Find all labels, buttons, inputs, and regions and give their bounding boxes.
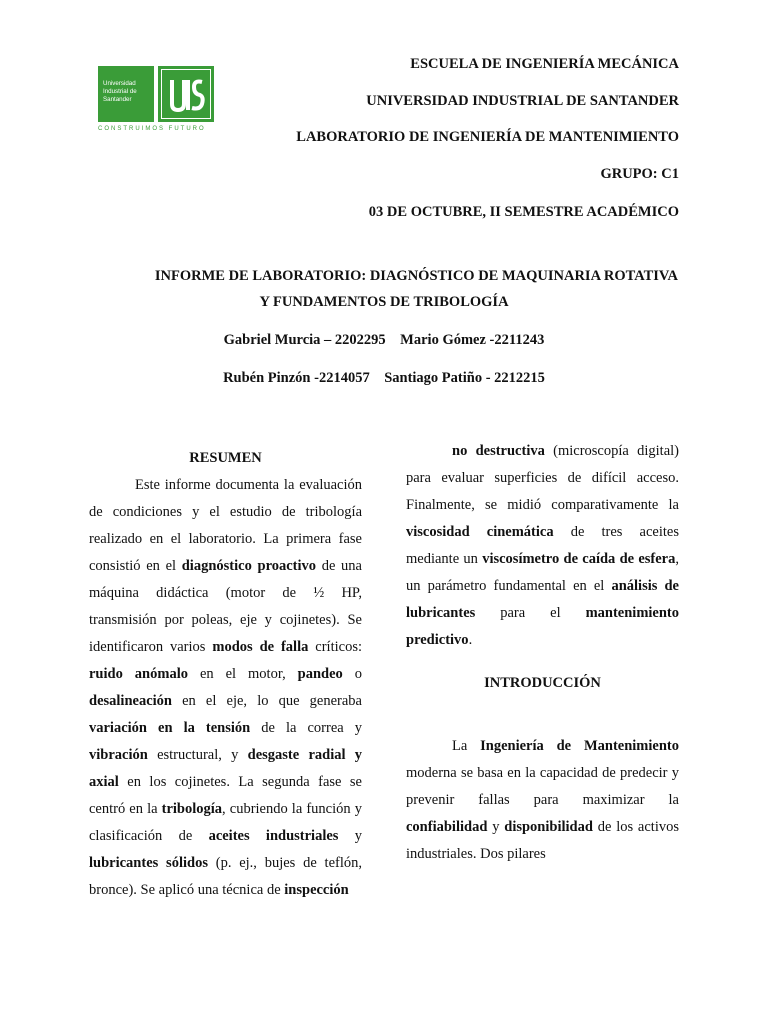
- introduction-paragraph: La Ingeniería de Mantenimiento moderna se basa en la capacidad de predecir y prevenir fallas para maximizar la confiabilidad y disponibilidad de los activos industriales. Dos pilares: [406, 738, 680, 862]
- logo-line1: Universidad: [103, 80, 136, 87]
- authors-line2: Rubén Pinzón -2214057 Santiago Patiño - 2212215: [223, 370, 545, 386]
- university-logo: [98, 66, 216, 134]
- report-title-line2: Y FUNDAMENTOS DE TRIBOLOGÍA: [259, 294, 509, 310]
- logo-tagline: CONSTRUIMOS FUTURO: [98, 126, 206, 132]
- abstract-continuation: no destructiva (microscopía digital) para evaluar superficies de difícil acceso. Finalmente, se midió comparativamente la viscosidad cinemática de tres aceites mediante un viscosímetro de caída de esfera, un parámetro fundamental en el análisis de lubricantes para el mantenimiento predictivo.: [406, 443, 679, 648]
- logo-line2: Industrial de: [103, 88, 137, 95]
- abstract-column: [89, 445, 362, 904]
- university-name: UNIVERSIDAD INDUSTRIAL DE SANTANDER: [366, 93, 679, 109]
- school-name: ESCUELA DE INGENIERÍA MECÁNICA: [410, 56, 679, 72]
- date-label: 03 DE OCTUBRE, II SEMESTRE ACADÉMICO: [368, 204, 679, 220]
- report-title-line1: INFORME DE LABORATORIO: DIAGNÓSTICO DE MAQUINARIA ROTATIVA: [154, 268, 678, 284]
- right-column: [406, 438, 679, 868]
- report-title: [90, 263, 678, 315]
- group-label: GRUPO: C1: [600, 166, 679, 182]
- abstract-paragraph: Este informe documenta la evaluación de condiciones y el estudio de tribología realizado en el laboratorio. La primera fase consistió en el diagnóstico proactivo de una máquina didáctica (motor de ½ HP, transmisión por poleas, eje y cojinetes). Se identificaron varios modos de falla críticos: ruido anómalo en el motor, pandeo o desalineación en el eje, lo que generaba variación en la tensión de la correa y vibración estructural, y desgaste radial y axial en los cojinetes. La segunda fase se centró en la tribología, cubriendo la función y clasificación de aceites industriales y lubricantes sólidos (p. ej., bujes de teflón, bronce). Se aplicó una técnica de inspección: [89, 477, 363, 898]
- authors-line1: Gabriel Murcia – 2202295 Mario Gómez -2211243: [223, 332, 545, 348]
- logo-wordmark-box: [98, 66, 154, 122]
- abstract-heading: RESUMEN: [189, 450, 262, 466]
- introduction-heading: INTRODUCCIÓN: [484, 675, 601, 691]
- logo-line3: Santander: [103, 96, 132, 103]
- lab-name: LABORATORIO DE INGENIERÍA DE MANTENIMIENTO: [296, 129, 679, 145]
- logo-emblem-icon: [158, 66, 214, 122]
